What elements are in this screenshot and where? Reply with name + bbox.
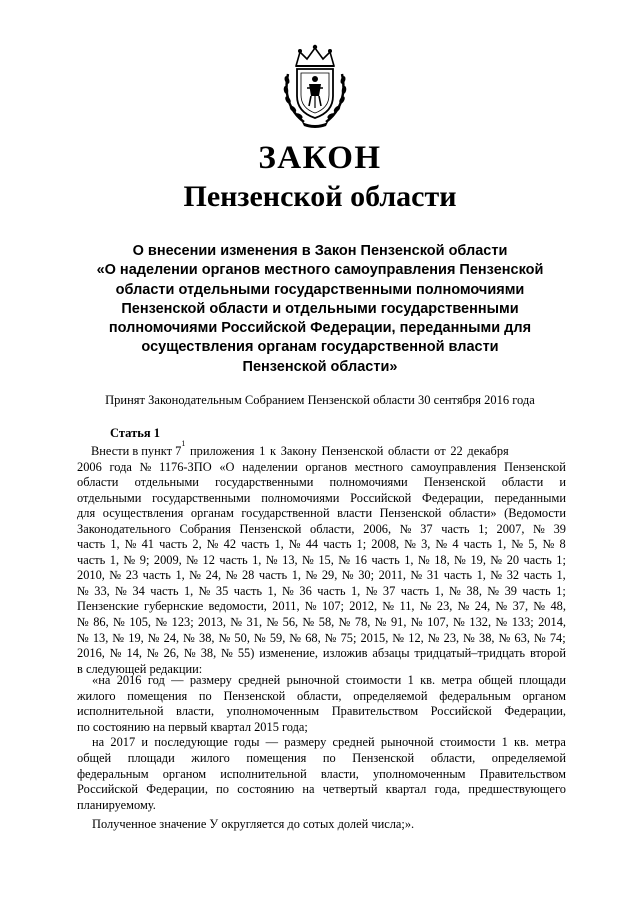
quoted-text	[77, 673, 566, 833]
article-line	[77, 439, 566, 460]
quote-line: Полученное значение У округляется до сотых долей числа;».	[92, 817, 415, 832]
article-line: в следующей редакции:	[77, 661, 203, 676]
law-heading-line: полномочиями Российской Федерации, переданными для	[108, 320, 532, 337]
article-line: Законодательного Собрания Пензенской области, 2006, № 37 часть 1; 2007, № 39	[77, 521, 566, 536]
article-line: № 33, № 34 часть 1, № 35 часть 1, № 36 часть 1, № 37 часть 1, № 38, № 39 часть 1;	[77, 583, 566, 598]
document-subtitle: Пензенской области	[183, 180, 457, 213]
adoption-note: Принят Законодательным Собранием Пензенской области 30 сентября 2016 года	[105, 393, 535, 407]
quote-line: исполнительной власти, уполномоченным Правительством Российской Федерации,	[77, 704, 566, 719]
superscript: 1	[181, 439, 186, 448]
article-line: № 13, № 19, № 24, № 38, № 50, № 59, № 68, № 75; 2015, № 12, № 23, № 38, № 63, № 74;	[77, 630, 566, 645]
law-heading-line: Пензенской области и отдельными государственными	[121, 300, 519, 317]
quote-line: на 2017 и последующие годы — размеру средней рыночной стоимости 1 кв. метра	[92, 735, 566, 750]
article-line: часть 1, № 9; 2009, № 12 часть 1, № 13, № 15, № 16 часть 1, № 18, № 19, № 20 часть 1;	[77, 552, 566, 567]
article-line: 2010, № 23 часть 1, № 24, № 28 часть 1, № 29, № 30; 2011, № 31 часть 1, № 32 часть 1,	[77, 568, 566, 583]
document-title: ЗАКОН	[258, 140, 382, 176]
article-line: для осуществления органам государственной власти Пензенской области» (Ведомости	[77, 506, 566, 521]
quote-line: общей площади жилого помещения по Пензенской области, определяемой	[77, 750, 566, 765]
law-heading-line: «О наделении органов местного самоуправления Пензенской	[96, 262, 544, 279]
law-heading-line: О внесении изменения в Закон Пензенской области	[132, 243, 508, 259]
law-heading	[90, 242, 550, 377]
article-line: 2006 года № 1176-ЗПО «О наделении органов местного самоуправления Пензенской	[77, 459, 566, 474]
quote-line: планируемому.	[77, 797, 156, 812]
article-line: Пензенские губернские ведомости, 2011, № 107; 2012, № 11, № 23, № 24, № 37, № 48,	[77, 599, 566, 614]
quote-line: Российской Федерации, по состоянию на четвертый квартал года, предшествующего	[77, 782, 566, 797]
law-heading-line: области отдельными государственными полномочиями	[115, 281, 525, 298]
quote-line: жилого помещения по Пензенской области, определяемой федеральным органом	[77, 688, 566, 703]
article-line: области отдельными государственными полномочиями Пензенской области и	[77, 475, 566, 490]
article-line: № 86, № 105, № 123; 2013, № 31, № 56, № 58, № 78, № 91, № 107, № 132, № 133; 2014,	[77, 615, 566, 630]
coat-of-arms-icon	[282, 44, 348, 128]
quote-line: федеральным органом исполнительной власти, уполномоченным Правительством	[77, 766, 566, 781]
article-body	[77, 439, 566, 677]
article-line-part: Внести в пункт 7	[91, 444, 182, 458]
law-heading-line: Пензенской области»	[242, 358, 398, 375]
quote-line: по состоянию на первый квартал 2015 года;	[77, 719, 308, 734]
law-heading-line: осуществления органам государственной власти	[141, 339, 499, 356]
article-line: 2016, № 14, № 26, № 38, № 55) изменение, изложив абзацы тридцатый–тридцать второй	[77, 646, 566, 661]
article-line: отдельными государственными полномочиями Российской Федерации, переданными	[77, 490, 566, 505]
quote-line: «на 2016 год — размеру средней рыночной стоимости 1 кв. метра общей площади	[92, 673, 566, 687]
article-line-part: приложения 1 к Закону Пензенской области от 22 декабря	[185, 444, 509, 458]
article-title: Статья 1	[110, 426, 160, 440]
article-line: часть 1, № 41 часть 2, № 42 часть 1, № 44 часть 1; 2008, № 3, № 4 часть 1, № 5, № 8	[77, 537, 566, 552]
